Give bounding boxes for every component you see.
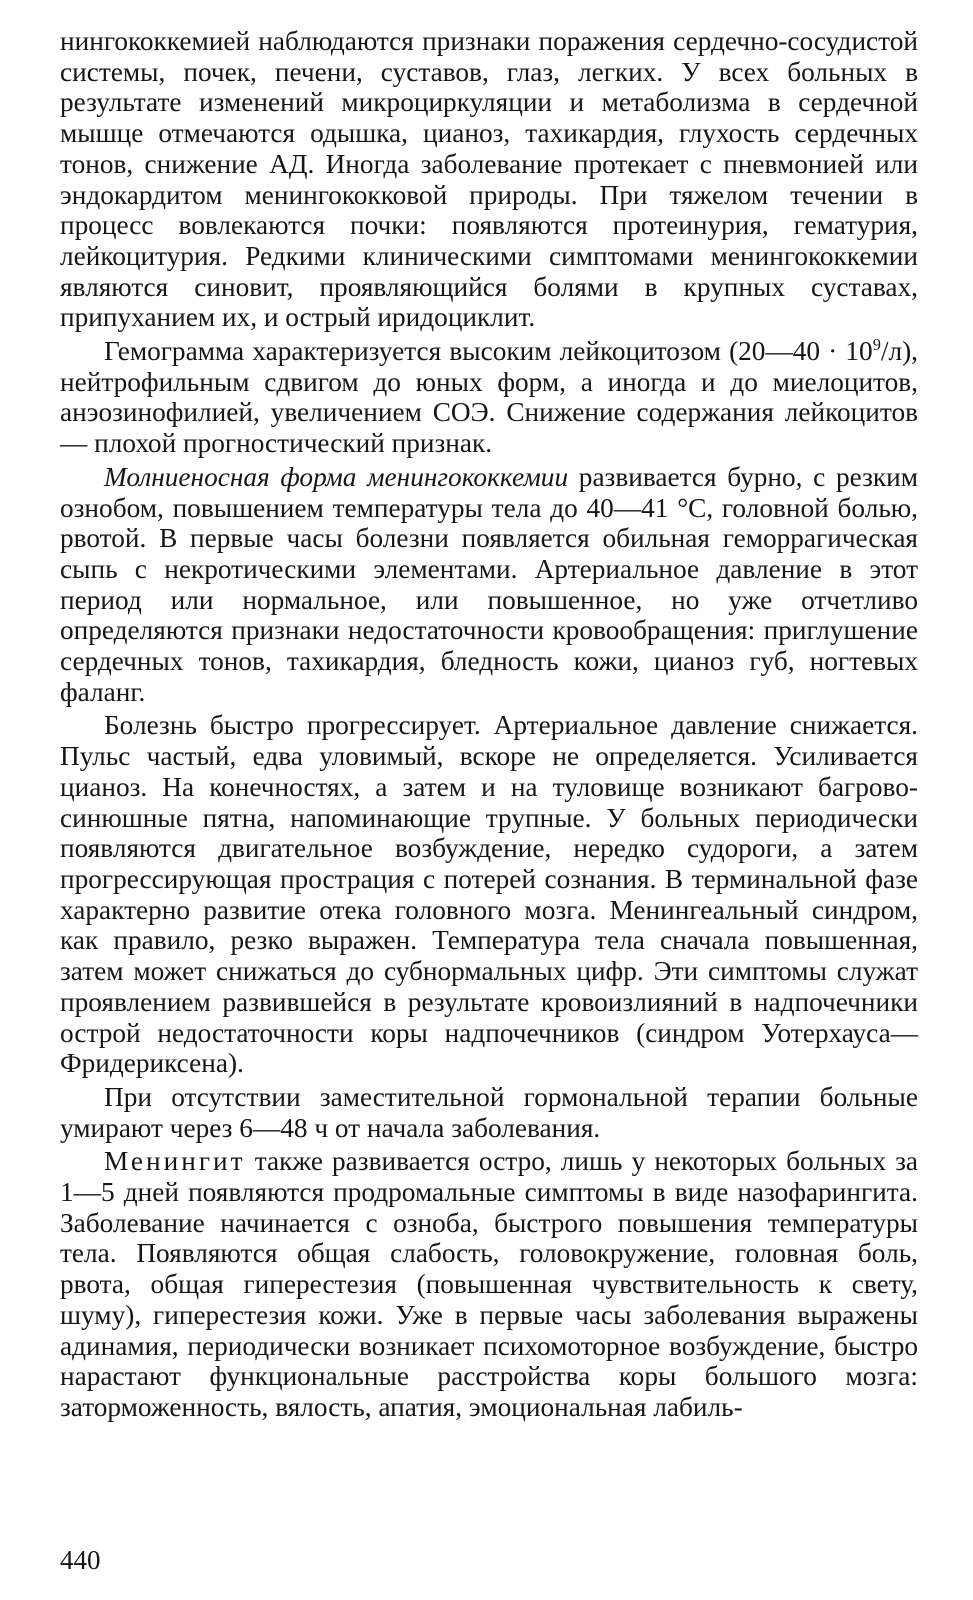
paragraph-3-text: развивается бурно, с резким ознобом, повышением температуры тела до 40—41 °С, головной болью, рвотой. В первые часы болезни появляется обильная геморрагическая сыпь с некротическими элементами. Артериальное давление в этот период или нормальное, или повышенное, но уже отчетливо определяются признаки недостаточности кровообращения: приглушение сердечных тонов, тахикардия, бледность кожи, цианоз губ, ногтевых фаланг. xyxy=(60,461,918,707)
paragraph-4: Болезнь быстро прогрессирует. Артериальное давление снижается. Пульс частый, едва уловимый, вскоре не определяется. Усиливается цианоз. На конечностях, а затем и на туловище возникают багрово-синюшные пятна, напоминающие трупные. У больных периодически появляются двигательное возбуждение, нередко судороги, а затем прогрессирующая прострация с потерей сознания. В терминальной фазе характерно развитие отека головного мозга. Менингеальный синдром, как правило, резко выражен. Температура тела сначала повышенная, затем может снижаться до субнормальных цифр. Эти симптомы служат проявлением развившейся в результате кровоизлияний в надпочечники острой недостаточности коры надпочечников (синдром Уотерхауса—Фридериксена). xyxy=(60,710,918,1079)
paragraph-6 xyxy=(60,1146,918,1422)
paragraph-3 xyxy=(60,462,918,708)
page-number: 440 xyxy=(60,1545,101,1575)
paragraph-5: При отсутствии заместительной гормональной терапии больные умирают через 6—48 ч от начала заболевания. xyxy=(60,1081,918,1143)
paragraph-6-text: также развивается остро, лишь у некоторых больных за 1—5 дней появляются продромальные симптомы в виде назофарингита. Заболевание начинается с озноба, быстрого повышения температуры тела. Появляются общая слабость, головокружение, головная боль, рвота, общая гиперестезия (повышенная чувствительность к свету, шуму), гиперестезия кожи. Уже в первые часы заболевания выражены адинамия, периодически возникает психомоторное возбуждение, быстро нарастают функциональные расстройства коры большого мозга: заторможенность, вялость, апатия, эмоциональная лабиль- xyxy=(60,1146,918,1422)
italic-term: Молниеносная форма менингококкемии xyxy=(104,461,569,492)
document-page xyxy=(60,26,918,1423)
spaced-term: Менингит xyxy=(104,1146,246,1177)
exponent-superscript: 9 xyxy=(872,335,881,355)
paragraph-2-text-after: /л), нейтрофильным сдвигом до юных форм, а иногда и до миелоцитов, анэозинофилией, увеличением СОЭ. Снижение содержания лейкоцитов — плохой прогностический признак. xyxy=(60,336,918,459)
paragraph-2-text-before: Гемограмма характеризуется высоким лейкоцитозом (20—40 · 10 xyxy=(104,336,873,367)
paragraph-2 xyxy=(60,336,918,459)
paragraph-1: нингококкемией наблюдаются признаки поражения сердечно-сосудистой системы, почек, печени, суставов, глаз, легких. У всех больных в результате изменений микроциркуляции и метаболизма в сердечной мышце отмечаются одышка, цианоз, тахикардия, глухость сердечных тонов, снижение АД. Иногда заболевание протекает с пневмонией или эндокардитом менингококковой природы. При тяжелом течении в процесс вовлекаются почки: появляются протеинурия, гематурия, лейкоцитурия. Редкими клиническими симптомами менингококкемии являются синовит, проявляющийся болями в крупных суставах, припуханием их, и острый иридоциклит. xyxy=(60,26,918,333)
